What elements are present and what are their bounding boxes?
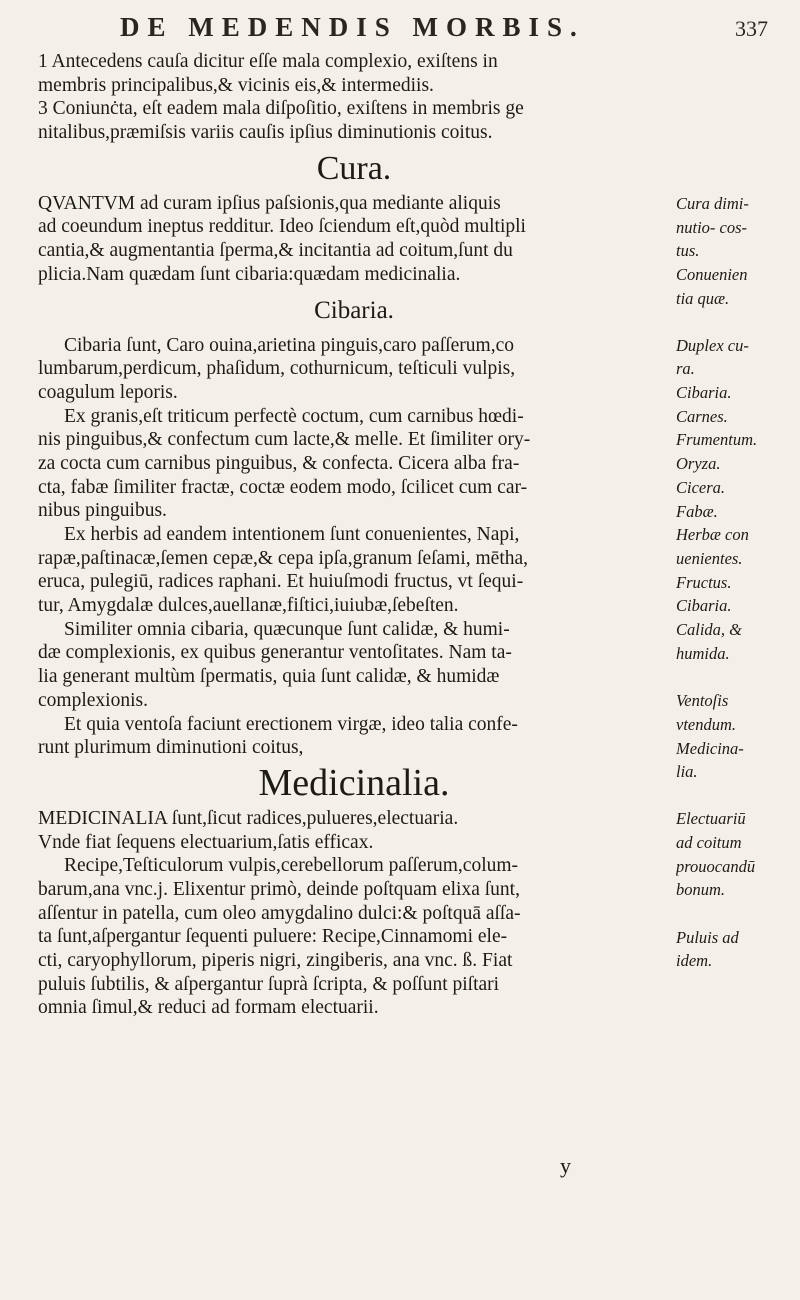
margin-note: Fabæ. [676,501,718,521]
margin-note: nutio- cos- [676,217,748,237]
text-line: Ex granis,eſt triticum perfectè coctum, cum carnibus hœdi- [64,405,524,427]
text-line: nitalibus,præmiſsis variis cauſis ipſius diminutionis coitus. [38,122,493,144]
text-line: ad coeundum ineptus redditur. Ideo ſciendum eſt,quòd multipli [38,216,526,238]
text-line: lia generant multùm ſpermatis, quia ſunt calidæ, & humidæ [38,666,500,688]
text-line: lumbarum,perdicum, phaſidum, cothurnicum, teſticuli vulpis, [38,358,516,380]
margin-note: Frumentum. [676,430,758,450]
margin-note: Electuariū [676,809,746,829]
text-line: cta, fabæ ſimiliter fractæ, coctæ eodem modo, ſcilicet cum car- [38,476,528,498]
margin-note: ad coitum [676,832,742,852]
text-line: nis pinguibus,& confectum cum lacte,& melle. Et ſimiliter ory- [38,429,531,451]
text-line: aſſentur in patella, cum oleo amygdalino dulci:& poſtquā aſſa- [38,902,521,924]
margin-note: uenientes. [676,548,743,568]
margin-note: vtendum. [676,714,737,734]
text-line: cantia,& augmentantia ſperma,& incitantia ad coitum,ſunt du [38,240,513,262]
text-line: tur, Amygdalæ dulces,auellanæ,fiſtici,iuiubæ,ſebeſten. [38,595,459,617]
text-line: coagulum leporis. [38,381,178,403]
margin-note: Cura dimi- [676,193,749,213]
text-line: Cibaria ſunt, Caro ouina,arietina pinguis,caro paſſerum,co [64,334,514,356]
margin-note: Herbæ con [676,525,749,545]
margin-note: Carnes. [676,406,728,426]
text-line: Vnde fiat ſequens electuarium,ſatis efficax. [38,831,374,853]
margin-note: Fructus. [676,572,732,592]
text-line: rapæ,paſtinacæ,ſemen cepæ,& cepa ipſa,granum ſeſami, mētha, [38,547,529,569]
margin-note: humida. [676,643,730,663]
running-head: DE MEDENDIS MORBIS. [120,12,585,42]
margin-note: Cicera. [676,477,726,497]
margin-note: Duplex cu- [676,335,749,355]
text-line: runt plurimum diminutioni coitus, [38,737,304,759]
margin-note: Medicina- [676,738,744,758]
text-line: Similiter omnia cibaria, quæcunque ſunt calidæ, & humi- [64,618,510,640]
text-line: complexionis. [38,689,148,711]
text-line: cti, caryophyllorum, piperis nigri, zingiberis, ana vnc. ß. Fiat [38,950,513,971]
margin-note: Cibaria. [676,596,732,616]
margin-note: Cibaria. [676,383,732,402]
text-line: puluis ſubtilis, & aſpergantur ſuprà ſcripta, & poſſunt piſtari [38,973,500,995]
page-number: 337 [735,16,768,41]
margin-note: Oryza. [676,454,721,474]
margin-note: Calida, & [676,620,743,639]
text-line: barum,ana vnc.j. Elixentur primò, deinde poſtquam elixa ſunt, [38,878,520,900]
margin-note: tia quæ. [676,288,730,308]
margin-note: tus. [676,241,700,261]
main-text-column [38,50,670,1020]
margin-note: prouocandū [676,856,756,876]
margin-note: lia. [676,762,698,782]
text-line: dæ complexionis, ex quibus generantur ventoſitates. Nam ta- [38,642,512,664]
margin-note: Ventoſis [676,691,729,711]
text-line: MEDICINALIA ſunt,ſicut radices,pulueres,electuaria. [38,807,459,829]
text-line: nibus pinguibus. [38,500,167,522]
text-line: eruca, pulegiū, radices raphani. Et huiuſmodi fructus, vt ſequi- [38,571,524,593]
text-line: 1 Antecedens cauſa dicitur eſſe mala complexio, exiſtens in [38,51,498,72]
section-heading: Cibaria. [314,296,394,324]
text-line: 3 Coniunċta, eſt eadem mala diſpoſitio, exiſtens in membris ge [38,98,524,120]
text-line: membris principalibus,& vicinis eis,& intermediis. [38,74,434,96]
text-line: Ex herbis ad eandem intentionem ſunt conuenientes, Napi, [64,524,520,545]
margin-note: bonum. [676,880,726,900]
text-line: Et quia ventoſa faciunt erectionem virgæ, ideo talia confe- [64,713,518,735]
text-line: za cocta cum carnibus pinguibus, & confecta. Cicera alba fra- [38,452,520,474]
text-line: QVANTVM ad curam ipſius paſsionis,qua mediante aliquis [38,192,501,214]
section-heading: Medicinalia. [258,761,450,804]
text-line: Recipe,Teſticulorum vulpis,cerebellorum paſſerum,colum- [64,855,519,877]
margin-note: ra. [676,359,695,379]
text-line: ta ſunt,aſpergantur ſequenti puluere: Recipe,Cinnamomi ele- [38,926,508,948]
margin-note: Puluis ad [676,927,739,947]
catchword: y [560,1153,571,1178]
margin-note: Conuenien [676,264,748,284]
margin-note: idem. [676,951,713,971]
text-line: plicia.Nam quædam ſunt cibaria:quædam medicinalia. [38,263,461,285]
section-heading: Cura. [316,149,392,187]
text-line: omnia ſimul,& reduci ad formam electuarii. [38,997,379,1019]
